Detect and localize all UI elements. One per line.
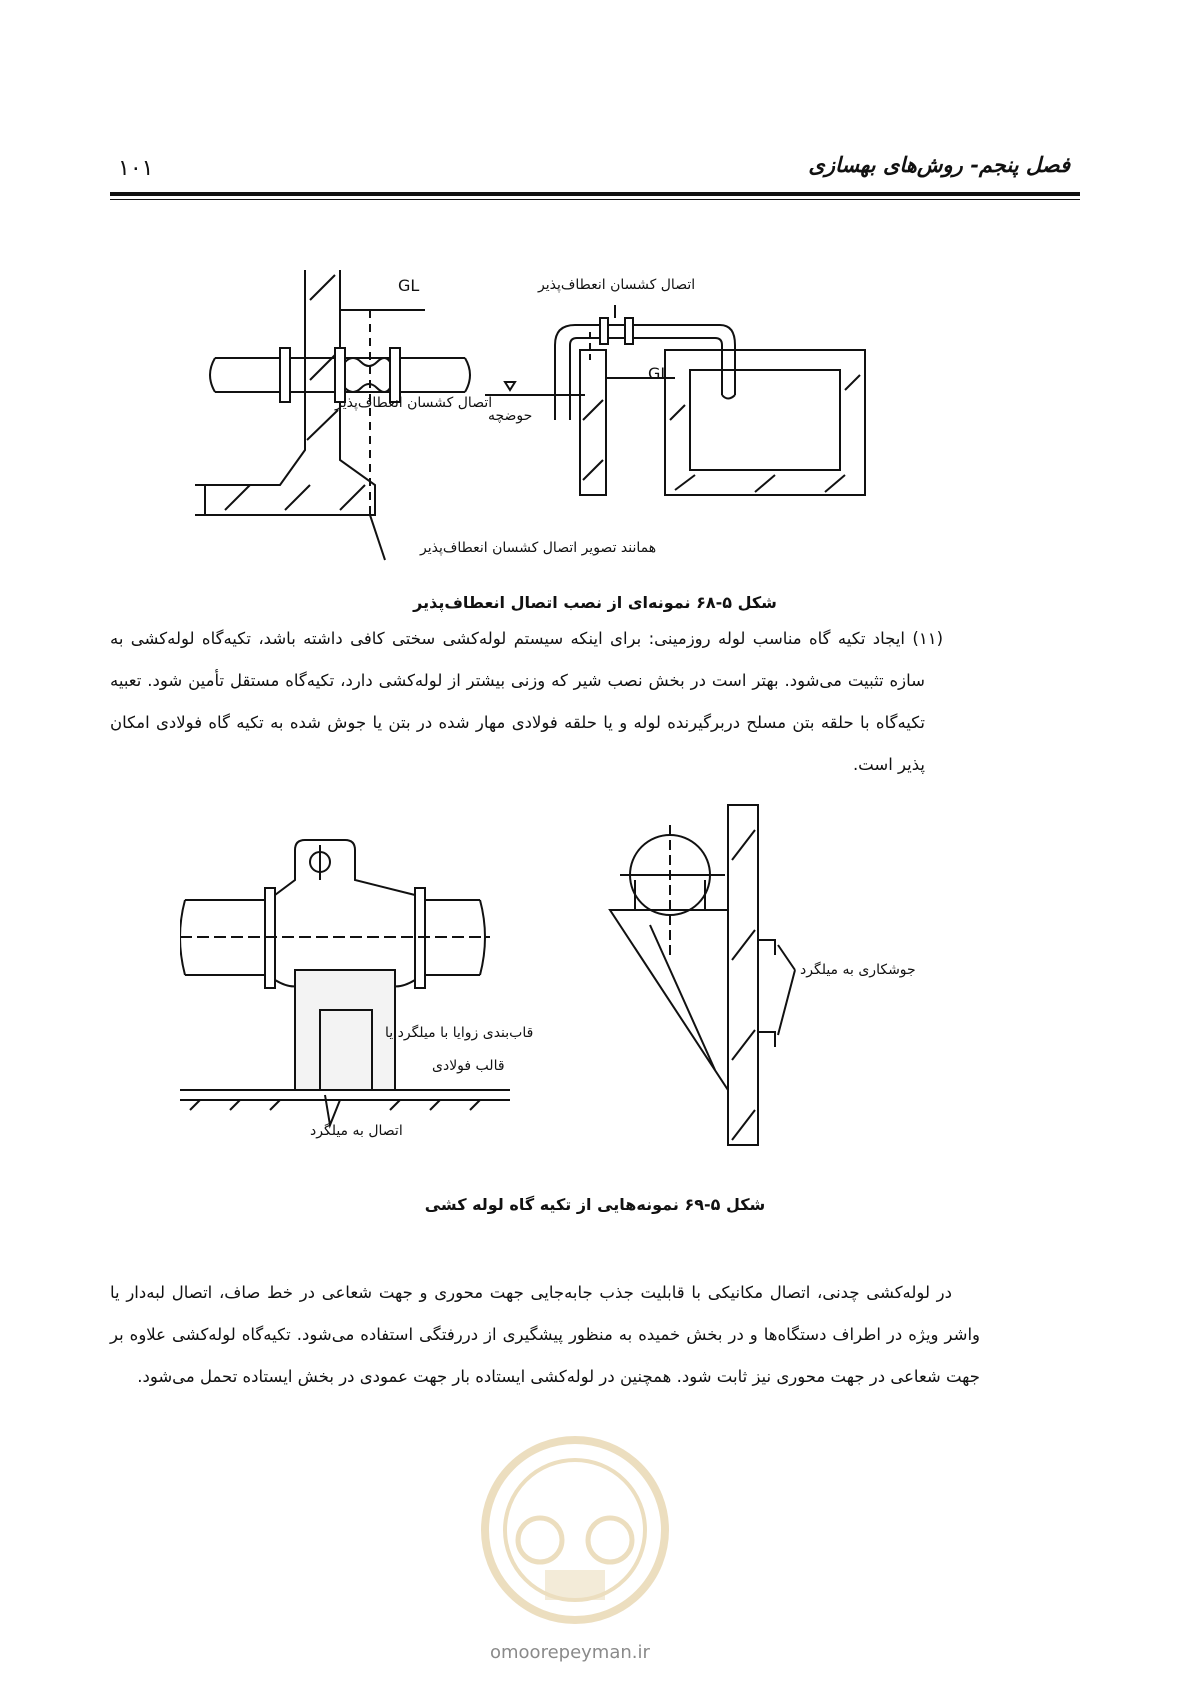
- figure-69-drawing: [180, 800, 820, 1150]
- figure-68-flex-joint-mid-label: اتصال کشسان انعطاف‌پذیر: [335, 395, 493, 411]
- figure-68-gl-right: GL: [648, 364, 670, 383]
- figure-68-gl-left: GL: [398, 276, 420, 295]
- figure-68-similar-note: همانند تصویر اتصال کشسان انعطاف‌پذیر: [420, 540, 657, 556]
- figure-68-caption: شکل ۵-۶۸ نمونه‌ای از نصب اتصال انعطاف‌پذیر: [413, 593, 777, 612]
- header-rule-thin: [110, 199, 1080, 200]
- page-number: ۱۰۱: [118, 156, 154, 181]
- watermark-site: omoorepeyman.ir: [490, 1642, 650, 1663]
- paragraph-1: (۱۱) ایجاد تکیه گاه مناسب لوله روزمینی: برای اینکه سیستم لوله‌کشی سختی کافی داشته باشد، تکیه‌گاه لوله‌کشی به سازه تثبیت می‌شود. بهتر است در بخش نصب شیر که وزنی بیشتر از لوله‌کشی دارد، تکیه‌گاه مستقل تأمین شود. تعبیه تکیه‌گاه با حلقه بتن مسلح دربرگیرنده لوله و یا حلقه فولادی مهار شده در بتن یا جوش شده به تکیه گاه فولادی امکان پذیر است.: [110, 629, 943, 774]
- figure-68-flex-joint-top-label: اتصال کشسان انعطاف‌پذیر: [538, 277, 696, 293]
- paragraph-2: در لوله‌کشی چدنی، اتصال مکانیکی با قابلیت جذب جابه‌جایی جهت محوری و جهت شعاعی در خط صاف، اتصال لبه‌دار یا واشر ویژه در اطراف دستگاه‌ها و در بخش خمیده به منظور پیشگیری از دررفتگی استفاده می‌شود. تکیه‌گاه لوله‌کشی علاوه بر جهت شعاعی در جهت محوری نیز ثابت شود. همچنین در لوله‌کشی ایستاده بار جهت عمودی در بخش ایستاده تحمل می‌شود.: [110, 1283, 980, 1386]
- figure-69-formwork-label-line2: قالب فولادی: [432, 1058, 505, 1074]
- figure-69-welding-label: جوشکاری به میلگرد: [800, 962, 916, 978]
- figure-68-basin-label: حوضچه: [488, 408, 533, 424]
- figure-69-rebar-connection-label: اتصال به میلگرد: [310, 1123, 403, 1139]
- figure-69-caption: شکل ۵-۶۹ نمونه‌هایی از تکیه گاه لوله کشی: [424, 1195, 766, 1214]
- header-rule: [110, 192, 1080, 196]
- watermark-logo: [475, 1430, 675, 1640]
- chapter-title: فصل پنجم- روش‌های بهسازی: [808, 152, 1070, 177]
- figure-68-drawing: [195, 270, 935, 615]
- figure-69-formwork-label-line1: قاب‌بندی زوایا با میلگرد یا: [385, 1025, 534, 1041]
